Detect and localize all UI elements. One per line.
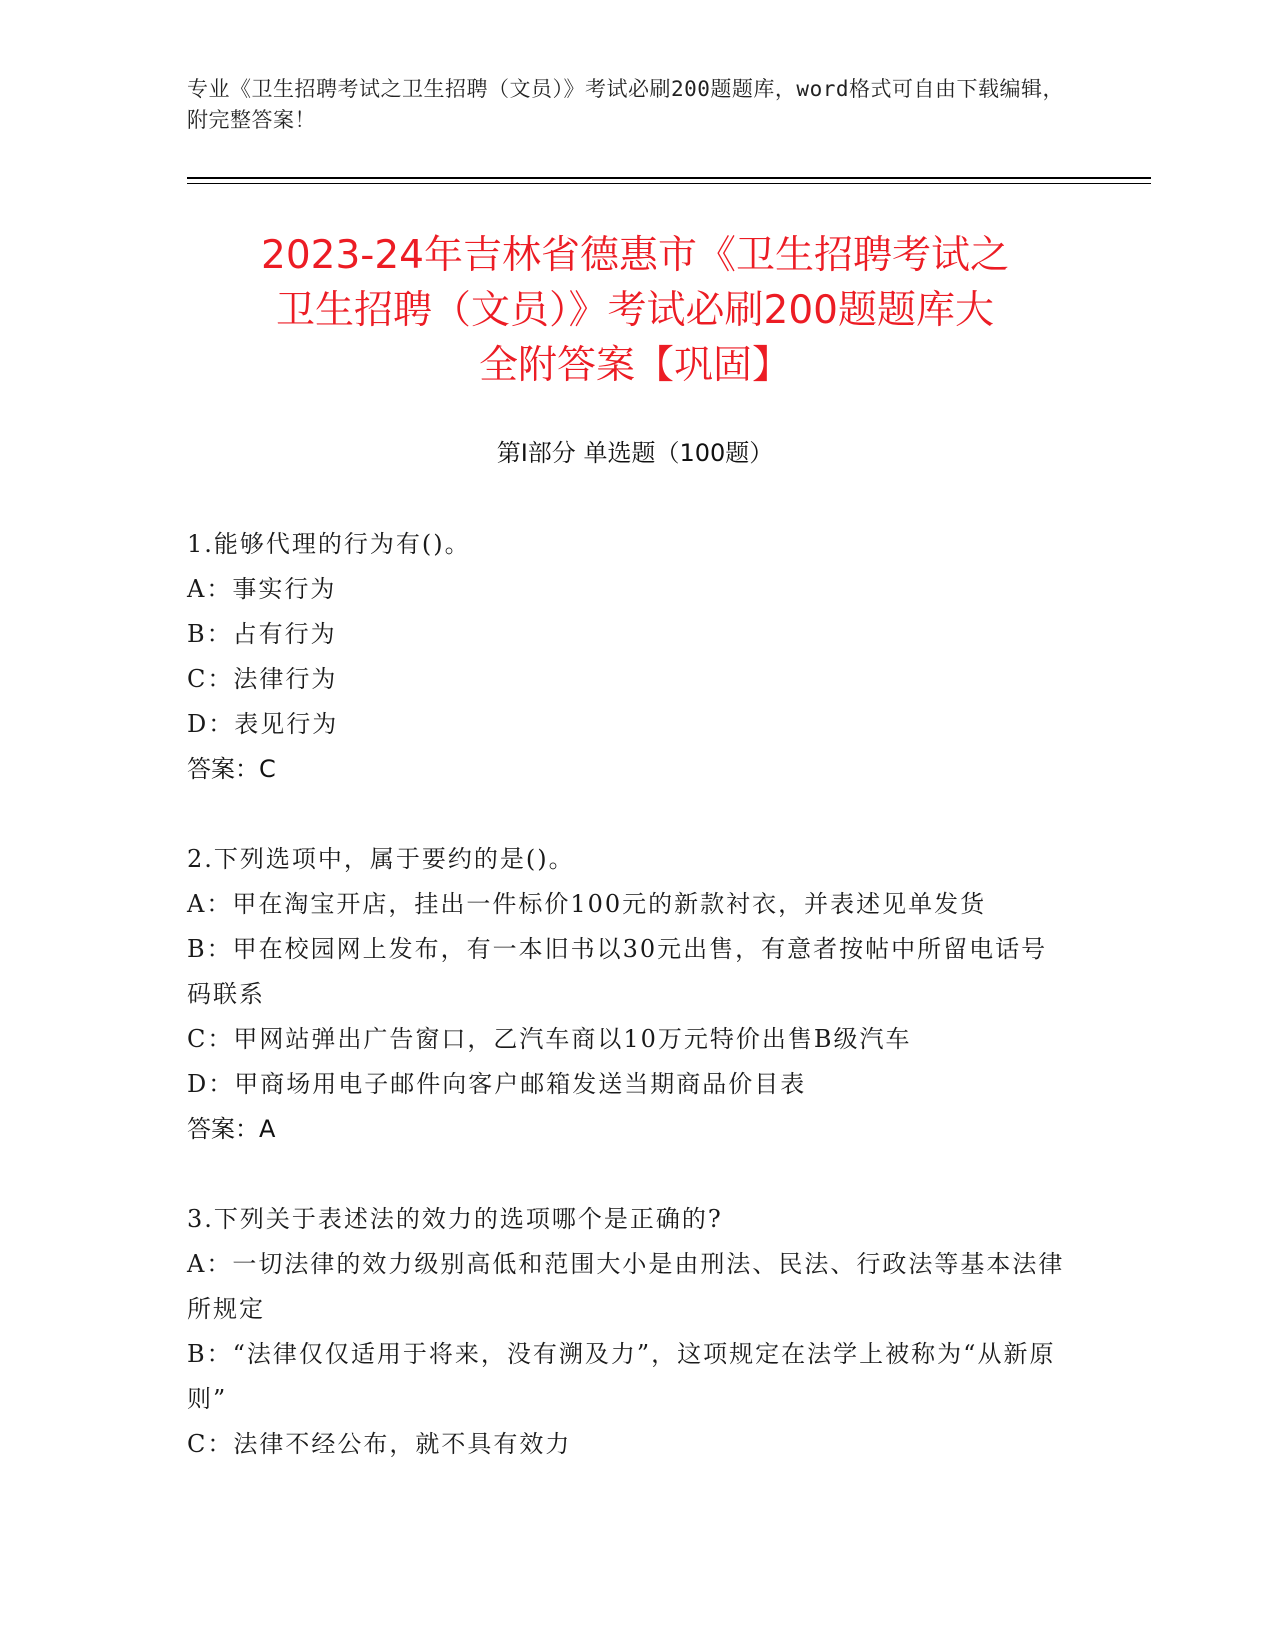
option-a: A：一切法律的效力级别高低和范围大小是由刑法、民法、行政法等基本法律所规定: [187, 1250, 1065, 1323]
option-b: B：甲在校园网上发布，有一本旧书以30元出售，有意者按帖中所留电话号码联系: [187, 935, 1048, 1008]
option-b: B：占有行为: [187, 620, 337, 648]
title-line: 全附答案【巩固】: [478, 343, 791, 388]
header-note: 专业《卫生招聘考试之卫生招聘（文员）》考试必刷200题题库，word格式可自由下载编辑，附完整答案！: [187, 77, 1064, 132]
header-rule-thick: [187, 177, 1151, 179]
title-line: 卫生招聘（文员）》考试必刷200题题库大: [276, 288, 994, 333]
option-a: A：甲在淘宝开店，挂出一件标价100元的新款衬衣，并表述见单发货: [187, 890, 987, 918]
header-rule-thin: [187, 183, 1151, 184]
option-d: D：甲商场用电子邮件向客户邮箱发送当期商品价目表: [187, 1070, 807, 1098]
option-d: D：表见行为: [187, 710, 339, 738]
document-title: [187, 228, 1083, 393]
title-line: 2023-24年吉林省德惠市《卫生招聘考试之: [261, 233, 1009, 278]
option-c: C：甲网站弹出广告窗口，乙汽车商以10万元特价出售B级汽车: [187, 1025, 912, 1053]
section-heading: 第I部分 单选题（100题）: [496, 439, 774, 467]
option-a: A：事实行为: [187, 575, 337, 603]
question-item: [187, 522, 1067, 792]
question-stem: 1.能够代理的行为有()。: [187, 530, 471, 558]
answer-line: 答案：A: [187, 1115, 276, 1143]
question-item: [187, 837, 1067, 1152]
answer-line: 答案：C: [187, 755, 276, 783]
question-list: [187, 522, 1067, 1512]
option-c: C：法律行为: [187, 665, 338, 693]
question-stem: 3.下列关于表述法的效力的选项哪个是正确的?: [187, 1205, 723, 1233]
option-c: C：法律不经公布，就不具有效力: [187, 1430, 572, 1458]
question-stem: 2.下列选项中，属于要约的是()。: [187, 845, 575, 873]
question-item: [187, 1197, 1067, 1467]
option-b: B：“法律仅仅适用于将来，没有溯及力”，这项规定在法学上被称为“从新原则”: [187, 1340, 1056, 1413]
